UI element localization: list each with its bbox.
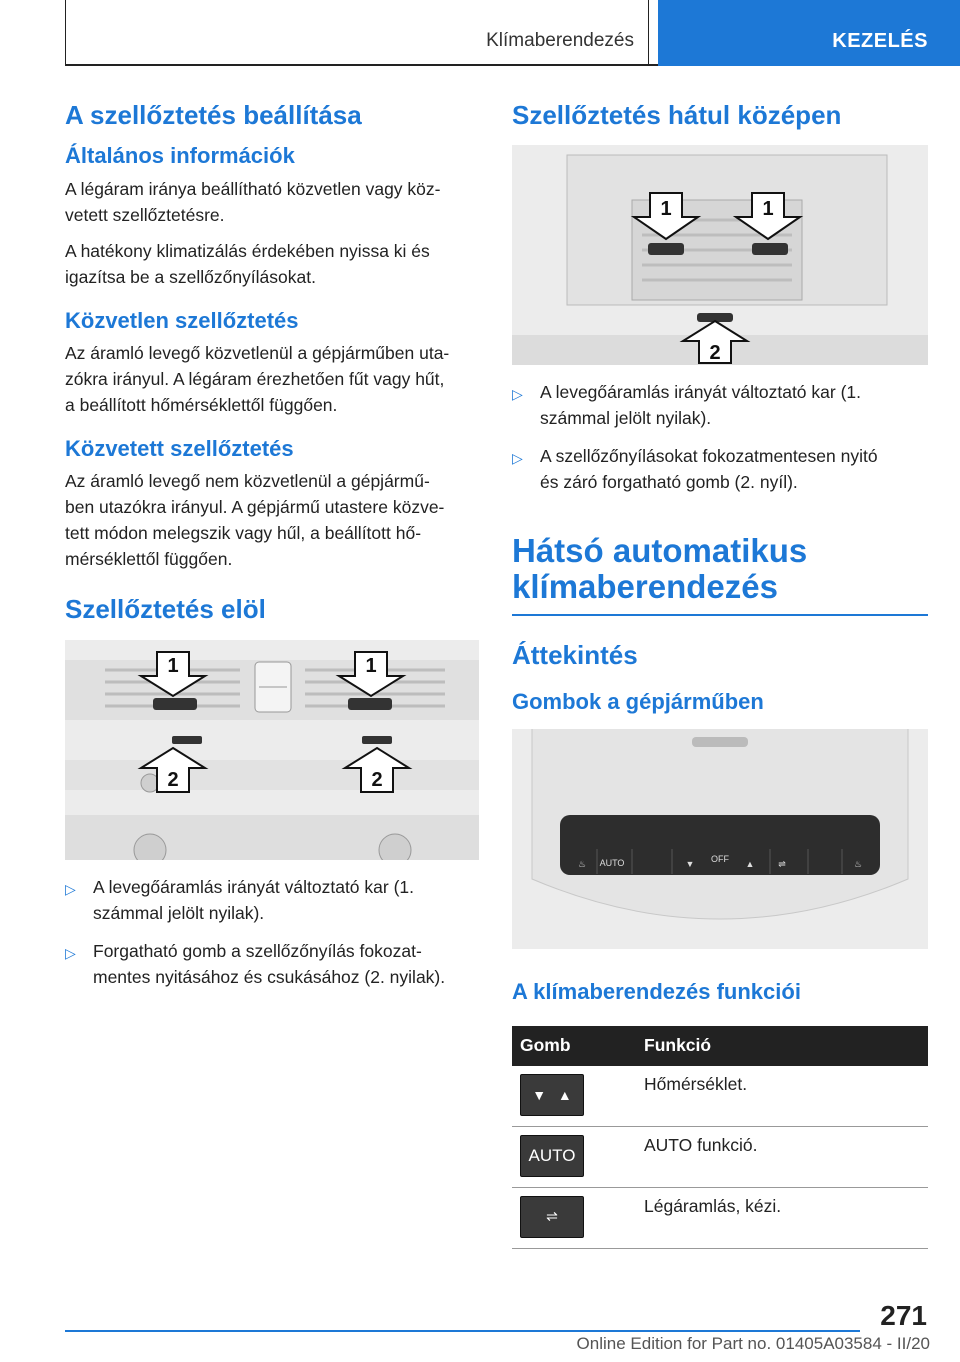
heading-general-info: Általános információk xyxy=(65,143,295,169)
callout-label-1a: 1 xyxy=(167,654,179,677)
triangle-bullet-icon: ▷ xyxy=(512,450,523,467)
heading-buttons-in-vehicle: Gombok a gépjárműben xyxy=(512,688,764,714)
right-column xyxy=(512,100,928,1249)
front-vent-illustration xyxy=(65,640,479,860)
heading-rear-center-ventilation: Szellőztetés hátul középen xyxy=(512,100,842,130)
paragraph-indirect: Az áramló levegő nem közvetlenül a gépjármű- ben utazókra irányul. A gépjármű utastere közve- tett módon melegszik vagy hűl, a beállított hő- mérséklettől függően. xyxy=(65,471,445,570)
airflow-manual-icon: ⇌ xyxy=(520,1196,584,1238)
front-bullet-list xyxy=(65,874,479,990)
callout-label-1b: 1 xyxy=(762,198,774,221)
heading-rear-auto-climate: Hátsó automatikus klímaberendezés xyxy=(512,532,808,606)
page-number: 271 xyxy=(880,1300,927,1331)
rear-lever-left xyxy=(648,243,684,255)
heading-overview: Áttekintés xyxy=(512,639,638,670)
rear-vent-figure xyxy=(512,145,928,365)
list-item xyxy=(65,874,479,926)
function-cell: Légáramlás, kézi. xyxy=(636,1187,928,1248)
vent-lever-left xyxy=(153,698,197,710)
climate-functions-table xyxy=(512,1026,928,1249)
header-chapter-box xyxy=(65,0,649,64)
edition-note: Online Edition for Part no. 01405A03584 - II/20 xyxy=(576,1334,930,1353)
list-item xyxy=(512,443,928,495)
front-vent-figure xyxy=(65,640,479,860)
callout-label-2: 2 xyxy=(709,342,721,365)
bullet-text: A levegőáramlás irányát változtató kar (1. számmal jelölt nyilak). xyxy=(540,382,861,429)
chapter-title: Klímaberendezés xyxy=(486,30,634,51)
triangle-bullet-icon: ▷ xyxy=(65,880,76,897)
callout-label-2a: 2 xyxy=(167,768,179,791)
table-row xyxy=(512,1187,928,1248)
bullet-text: A levegőáramlás irányát változtató kar (1. számmal jelölt nyilak). xyxy=(93,876,414,923)
function-cell: Hőmérséklet. xyxy=(636,1066,928,1127)
svg-text:♨: ♨ xyxy=(577,859,587,870)
svg-text:▲: ▲ xyxy=(745,859,755,870)
table-row xyxy=(512,1066,928,1127)
temperature-arrows-icon: ▼ ▲ xyxy=(520,1074,584,1116)
rear-bullet-list xyxy=(512,379,928,495)
bullet-text: A szellőzőnyílásokat fokozatmentesen nyitó és záró forgatható gomb (2. nyíl). xyxy=(540,446,878,493)
panel-label-auto: AUTO xyxy=(599,858,625,869)
heading-front-ventilation: Szellőztetés elöl xyxy=(65,594,266,625)
paragraph-general-1: A légáram iránya beállítható közvetlen vagy köz- vetett szellőztetésre. xyxy=(65,178,441,225)
column-header-button: Gomb xyxy=(512,1026,636,1066)
triangle-bullet-icon: ▷ xyxy=(65,944,76,961)
triangle-bullet-icon: ▷ xyxy=(512,386,523,403)
rear-auto-climate-section xyxy=(512,533,928,616)
heading-ventilation-setting: A szellőztetés beállítása xyxy=(65,100,362,130)
function-cell: AUTO funkció. xyxy=(636,1126,928,1187)
footer-rule xyxy=(65,1330,860,1332)
callout-label-1b: 1 xyxy=(365,654,377,677)
svg-text:♨: ♨ xyxy=(853,859,863,870)
paragraph-direct: Az áramló levegő közvetlenül a gépjárműben uta- zókra irányul. A légáram érezhetően fűt vagy hűt, a beállított hőmérséklettől függően. xyxy=(65,342,450,415)
panel-label-off: OFF xyxy=(711,854,729,865)
column-header-function: Funkció xyxy=(636,1026,928,1066)
auto-button-icon: AUTO xyxy=(520,1135,584,1177)
list-item xyxy=(512,379,928,431)
callout-label-1a: 1 xyxy=(660,198,672,221)
rear-control-panel-illustration xyxy=(512,729,928,949)
rear-control-panel-figure xyxy=(512,729,928,949)
callout-label-2b: 2 xyxy=(371,768,383,791)
section-tab[interactable] xyxy=(658,0,960,66)
rear-lever-right xyxy=(752,243,788,255)
vent-lever-right xyxy=(348,698,392,710)
heading-climate-functions: A klímaberendezés funkciói xyxy=(512,979,801,1005)
rear-vent-illustration xyxy=(512,145,928,365)
section-tab-label: KEZELÉS xyxy=(832,30,928,52)
bullet-text: Forgatható gomb a szellőzőnyílás fokozat- mentes nyitásához és csukásához (2. nyilak). xyxy=(93,940,446,987)
list-item xyxy=(65,938,479,990)
svg-text:▼: ▼ xyxy=(685,859,695,870)
left-column xyxy=(65,100,479,1002)
table-header-row xyxy=(512,1026,928,1066)
heading-rule xyxy=(512,614,928,616)
heading-direct-ventilation: Közvetlen szellőztetés xyxy=(65,307,299,333)
paragraph-general-2: A hatékony klimatizálás érdekében nyissa ki és igazítsa be a szellőzőnyílásokat. xyxy=(65,240,430,287)
table-row xyxy=(512,1126,928,1187)
svg-text:⇌: ⇌ xyxy=(778,859,786,870)
heading-indirect-ventilation: Közvetett szellőztetés xyxy=(65,435,294,461)
